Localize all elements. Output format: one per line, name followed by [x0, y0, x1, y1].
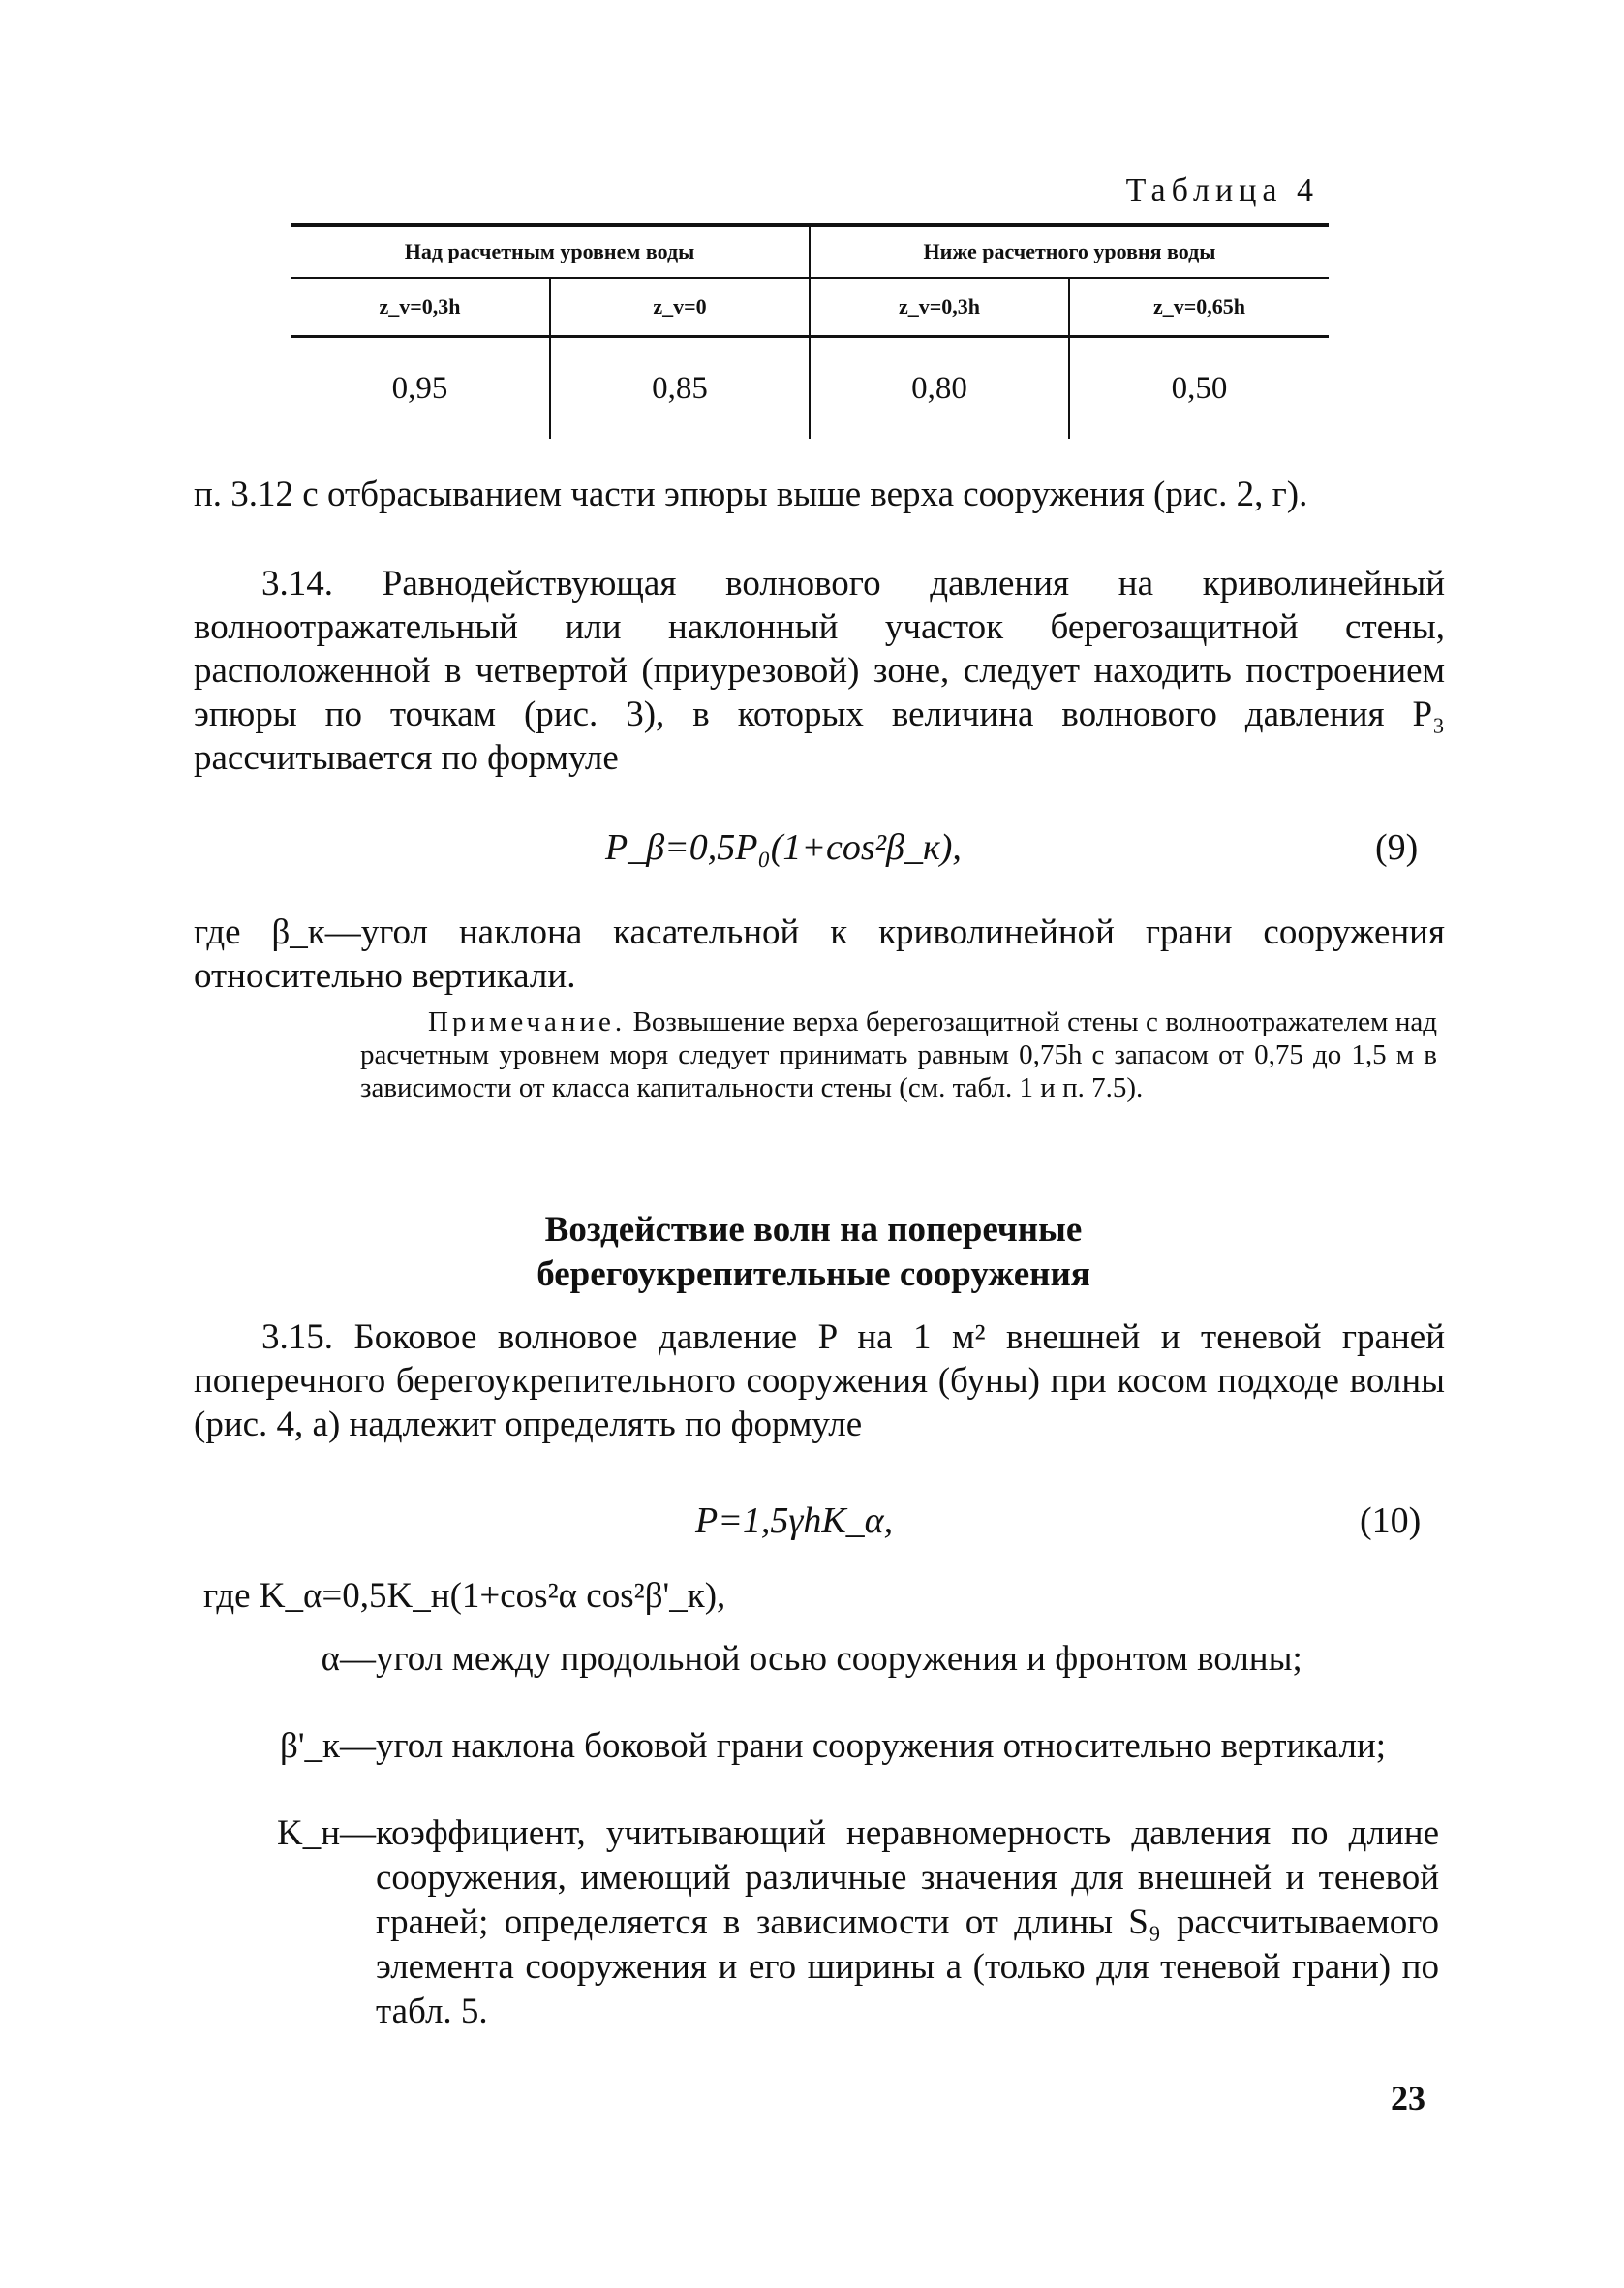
formula-9-number: (9)	[1375, 827, 1419, 868]
formula-10-where: где K_α=0,5K_н(1+cos²α cos²β'_к),	[203, 1576, 726, 1616]
heading-line-2: берегоукрепительные сооружения	[536, 1254, 1090, 1294]
definition-text: угол наклона боковой грани сооружения относительно вертикали;	[376, 1726, 1387, 1766]
table-group-header: Над расчетным уровнем воды	[291, 227, 810, 278]
table-4	[291, 223, 1329, 439]
definition-text: угол между продольной осью сооружения и фронтом волны;	[376, 1639, 1302, 1679]
table-sub-header: z_v=0,65h	[1069, 278, 1329, 337]
heading-line-1: Воздействие волн на поперечные	[544, 1210, 1083, 1250]
table-grid	[291, 227, 1329, 439]
table-cell: 0,85	[550, 337, 810, 440]
table-caption: Таблица 4	[1125, 172, 1319, 208]
paragraph-text: 3.14. Равнодействующая волнового давления на криволинейный волноотражательный или наклонный участок берегозащитной стены, расположенной в четвертой (приурезовой) зоне, следует находить построением эпюры по точкам (рис. 3), в которых величина волнового давления P₃ рассчитывается по формуле	[194, 564, 1445, 778]
table-cell: 0,50	[1171, 370, 1228, 406]
paragraph-text: 3.15. Боковое волновое давление P на 1 м² внешней и теневой граней поперечного берегоукрепительного сооружения (буны) при косом подходе волны (рис. 4, а) надлежит определять по формуле	[194, 1317, 1445, 1444]
table-sub-header: z_v=0,3h	[810, 278, 1069, 337]
section-heading	[291, 1208, 1336, 1297]
formula-10: P=1,5γhK_α,	[695, 1500, 894, 1541]
paragraph-3-15	[194, 1315, 1445, 1446]
note-block	[360, 1005, 1437, 1104]
note-label: Примечание.	[428, 1006, 627, 1037]
definition-symbol: β'_к—	[280, 1726, 376, 1766]
definition-symbol: K_н—	[276, 1813, 376, 1853]
formula-9: P_β=0,5P₀(1+cos²β_к),	[605, 827, 962, 868]
formula-10-number: (10)	[1360, 1500, 1422, 1541]
table-cell: 0,95	[291, 337, 550, 440]
note-text: Возвышение верха берегозащитной стены с волноотражателем над расчетным уровнем моря следует принимать равным 0,75h с запасом от 0,75 до 1,5 м в зависимости от класса капитальности стены (см. табл. 1 и п. 7.5).	[360, 1006, 1438, 1103]
table-cell: 0,80	[810, 337, 1069, 440]
paragraph-3-14	[194, 562, 1445, 780]
table-group-header: Ниже расчетного уровня воды	[810, 227, 1329, 278]
table-sub-header: z_v=0	[550, 278, 810, 337]
paragraph-continued	[194, 473, 1445, 516]
paragraph-text: п. 3.12 с отбрасыванием части эпюры выше верха сооружения (рис. 2, г).	[194, 475, 1308, 514]
definition-text: коэффициент, учитывающий неравномерность давления по длине сооружения, имеющий различные значения для внешней и теневой граней; определяется в зависимости от длины S₉ рассчитываемого элемента сооружения и его ширины a (только для теневой грани) по табл. 5.	[376, 1813, 1439, 2031]
table-sub-header: z_v=0,3h	[291, 278, 550, 337]
paragraph-text: где β_к—угол наклона касательной к криволинейной грани сооружения относительно вертикали.	[194, 912, 1445, 996]
formula-9-explanation	[194, 911, 1445, 998]
definition-symbol: α—	[321, 1639, 376, 1679]
page-number: 23	[1391, 2079, 1425, 2118]
